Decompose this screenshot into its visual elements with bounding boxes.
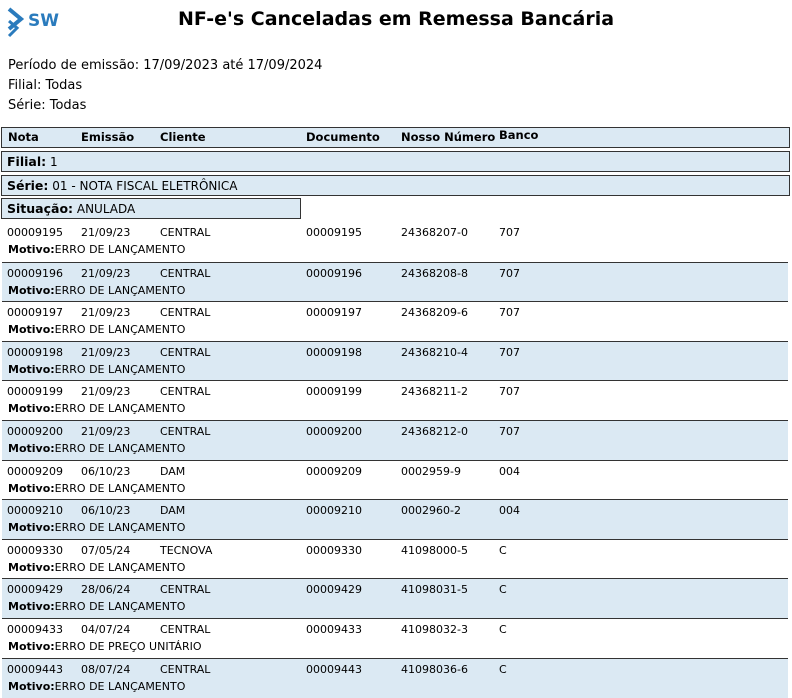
logo-text: SW (28, 11, 59, 31)
row-nota: 00009209 (7, 464, 63, 478)
row-nota: 00009330 (7, 543, 63, 557)
row-documento: 00009197 (306, 306, 362, 320)
col-cliente: Cliente (160, 130, 206, 144)
filial-group-label: Filial: (7, 154, 47, 169)
row-nota: 00009196 (7, 266, 63, 280)
row-nosso-numero: 24368210-4 (401, 345, 468, 359)
row-nota: 00009433 (7, 623, 63, 636)
situacao-group-value: ANULADA (76, 202, 136, 216)
motivo-label: Motivo: (8, 442, 55, 455)
serie-filter-text: Série: Todas (8, 98, 87, 113)
motivo-label: Motivo: (8, 679, 55, 693)
row-nota: 00009197 (7, 306, 63, 320)
row-motivo (8, 640, 202, 653)
motivo-label: Motivo: (8, 243, 55, 256)
row-emissao: 06/10/23 (81, 464, 131, 478)
row-emissao: 06/10/23 (81, 504, 131, 518)
row-motivo (8, 521, 185, 534)
serie-group-label: Série: (7, 178, 49, 193)
row-motivo (8, 482, 185, 495)
row-nosso-numero: 24368209-6 (401, 306, 468, 320)
row-banco: 707 (499, 345, 520, 359)
row-nota: 00009429 (7, 583, 63, 597)
row-motivo (8, 561, 185, 574)
row-emissao: 28/06/24 (81, 583, 131, 597)
table-row (2, 618, 788, 658)
row-banco: C (499, 662, 507, 676)
page-title: NF-e's Canceladas em Remessa Bancária (177, 8, 615, 30)
row-nota: 00009443 (7, 662, 63, 676)
row-motivo (8, 363, 185, 376)
row-documento: 00009198 (306, 345, 362, 359)
motivo-value: ERRO DE LANÇAMENTO (54, 521, 186, 535)
row-nosso-numero: 41098036-6 (401, 662, 468, 676)
row-motivo (8, 243, 185, 256)
row-nosso-numero: 41098000-5 (401, 543, 468, 557)
row-documento: 00009200 (306, 425, 362, 438)
motivo-value: ERRO DE LANÇAMENTO (54, 679, 186, 693)
row-cliente: CENTRAL (160, 266, 211, 280)
row-nosso-numero: 24368207-0 (401, 226, 468, 239)
col-emissao: Emissão (81, 130, 135, 144)
table-row (2, 222, 788, 261)
row-motivo (8, 284, 185, 297)
row-emissao: 21/09/23 (81, 385, 131, 399)
row-nota: 00009195 (7, 226, 63, 239)
row-emissao: 21/09/23 (81, 266, 131, 280)
row-emissao: 21/09/23 (81, 425, 131, 438)
col-banco: Banco (499, 128, 539, 142)
row-banco: 707 (499, 306, 520, 320)
row-nosso-numero: 0002959-9 (401, 464, 461, 478)
motivo-value: ERRO DE LANÇAMENTO (54, 362, 186, 376)
row-cliente: CENTRAL (160, 623, 211, 636)
motivo-label: Motivo: (8, 560, 55, 574)
periodo-text: Período de emissão: 17/09/2023 até 17/09/2024 (8, 58, 323, 73)
motivo-label: Motivo: (8, 323, 55, 337)
row-banco: 707 (499, 226, 520, 239)
table-row (2, 420, 788, 460)
row-banco: 004 (499, 504, 520, 518)
row-nosso-numero: 24368211-2 (401, 385, 468, 399)
table-row (2, 460, 788, 500)
table-row (2, 341, 788, 381)
col-nosso-numero: Nosso Número (401, 130, 496, 144)
row-cliente: CENTRAL (160, 226, 211, 239)
row-emissao: 04/07/24 (81, 623, 131, 636)
serie-group-value: 01 - NOTA FISCAL ELETRÔNICA (52, 179, 238, 193)
motivo-label: Motivo: (8, 600, 55, 614)
row-cliente: CENTRAL (160, 306, 211, 320)
row-banco: 707 (499, 425, 520, 438)
col-documento: Documento (306, 130, 380, 144)
row-nosso-numero: 41098031-5 (401, 583, 468, 597)
row-nosso-numero: 0002960-2 (401, 504, 461, 518)
table-row (2, 499, 788, 539)
motivo-value: ERRO DE LANÇAMENTO (54, 600, 186, 614)
row-motivo (8, 323, 185, 336)
row-documento: 00009443 (306, 662, 362, 676)
row-nota: 00009200 (7, 425, 63, 438)
table-row (2, 539, 788, 579)
motivo-label: Motivo: (8, 521, 55, 535)
row-motivo (8, 442, 185, 455)
table-row (2, 578, 788, 618)
row-documento: 00009330 (306, 543, 362, 557)
row-emissao: 21/09/23 (81, 306, 131, 320)
filial-group-bar (1, 151, 790, 172)
table-row (2, 301, 788, 341)
motivo-value: ERRO DE LANÇAMENTO (54, 243, 186, 256)
row-nosso-numero: 24368208-8 (401, 266, 468, 280)
row-documento: 00009429 (306, 583, 362, 597)
situacao-group-bar (1, 198, 301, 219)
row-cliente: CENTRAL (160, 425, 211, 438)
motivo-value: ERRO DE LANÇAMENTO (54, 402, 186, 416)
row-cliente: CENTRAL (160, 385, 211, 399)
row-nota: 00009198 (7, 345, 63, 359)
motivo-value: ERRO DE LANÇAMENTO (54, 283, 186, 297)
row-documento: 00009210 (306, 504, 362, 518)
row-emissao: 21/09/23 (81, 226, 131, 239)
row-nota: 00009199 (7, 385, 63, 399)
row-documento: 00009196 (306, 266, 362, 280)
motivo-value: ERRO DE LANÇAMENTO (54, 560, 186, 574)
row-motivo (8, 680, 185, 693)
row-emissao: 08/07/24 (81, 662, 131, 676)
motivo-label: Motivo: (8, 362, 55, 376)
row-banco: 707 (499, 266, 520, 280)
row-motivo (8, 402, 185, 415)
motivo-label: Motivo: (8, 283, 55, 297)
row-banco: C (499, 543, 507, 557)
motivo-value: ERRO DE PREÇO UNITÁRIO (54, 640, 202, 653)
motivo-value: ERRO DE LANÇAMENTO (54, 323, 186, 337)
row-banco: C (499, 623, 507, 636)
table-row (2, 262, 788, 302)
serie-group-bar (1, 175, 790, 196)
row-banco: C (499, 583, 507, 597)
row-cliente: DAM (160, 464, 186, 478)
row-cliente: DAM (160, 504, 186, 518)
table-row (2, 658, 788, 698)
filial-filter-text: Filial: Todas (8, 78, 83, 93)
row-emissao: 21/09/23 (81, 345, 131, 359)
row-nosso-numero: 24368212-0 (401, 425, 468, 438)
row-documento: 00009199 (306, 385, 362, 399)
table-row (2, 380, 788, 420)
situacao-group-label: Situação: (7, 201, 74, 216)
filial-group-value: 1 (49, 155, 58, 169)
row-cliente: CENTRAL (160, 662, 211, 676)
col-nota: Nota (8, 130, 39, 144)
row-cliente: TECNOVA (160, 543, 213, 557)
row-banco: 707 (499, 385, 520, 399)
motivo-value: ERRO DE LANÇAMENTO (54, 481, 186, 495)
row-documento: 00009195 (306, 226, 362, 239)
motivo-label: Motivo: (8, 640, 55, 653)
motivo-label: Motivo: (8, 402, 55, 416)
row-cliente: CENTRAL (160, 583, 211, 597)
column-header-bar (1, 127, 790, 148)
row-documento: 00009209 (306, 464, 362, 478)
row-motivo (8, 600, 185, 613)
motivo-value: ERRO DE LANÇAMENTO (54, 442, 186, 455)
row-documento: 00009433 (306, 623, 362, 636)
row-nosso-numero: 41098032-3 (401, 623, 468, 636)
row-emissao: 07/05/24 (81, 543, 131, 557)
row-nota: 00009210 (7, 504, 63, 518)
motivo-label: Motivo: (8, 481, 55, 495)
row-banco: 004 (499, 464, 520, 478)
row-cliente: CENTRAL (160, 345, 211, 359)
